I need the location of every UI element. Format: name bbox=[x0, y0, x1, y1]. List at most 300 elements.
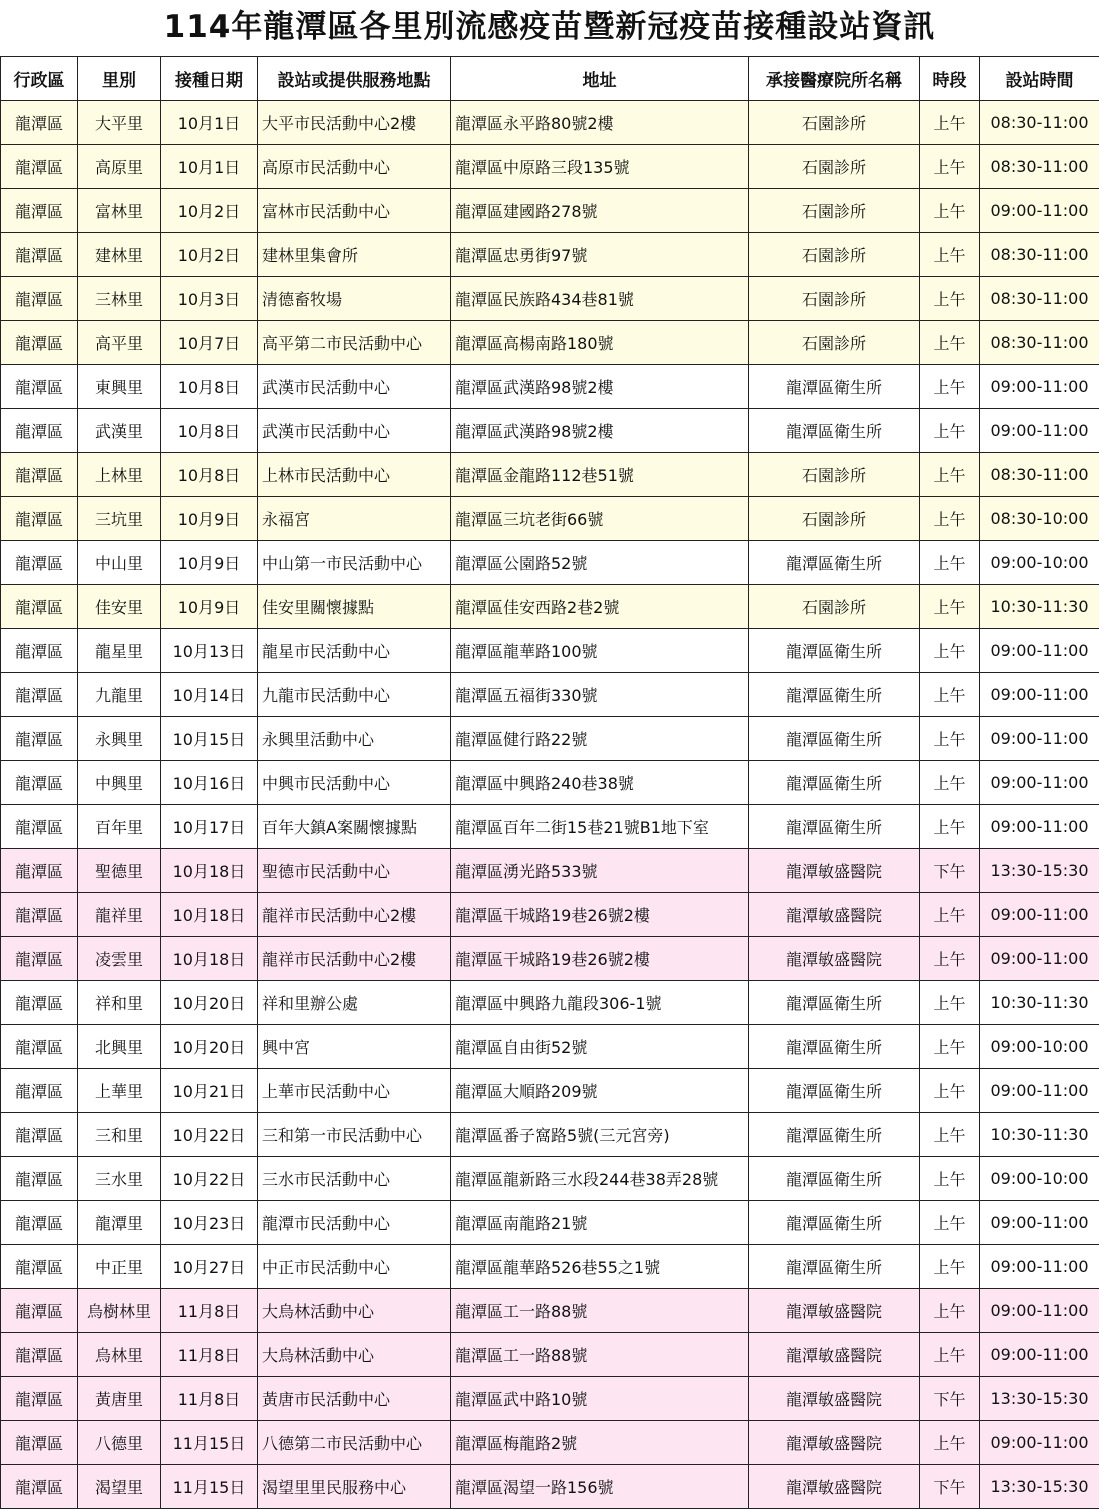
cell-village: 三坑里 bbox=[78, 497, 161, 541]
cell-date: 10月1日 bbox=[161, 145, 258, 189]
header-time: 設站時間 bbox=[980, 57, 1099, 101]
cell-time: 09:00-11:00 bbox=[980, 717, 1099, 761]
cell-period: 上午 bbox=[920, 497, 980, 541]
cell-village: 龍星里 bbox=[78, 629, 161, 673]
cell-clinic: 石園診所 bbox=[749, 233, 920, 277]
table-row bbox=[1, 937, 1099, 981]
cell-village: 高原里 bbox=[78, 145, 161, 189]
cell-clinic: 石園診所 bbox=[749, 101, 920, 145]
cell-village: 烏林里 bbox=[78, 1333, 161, 1377]
cell-clinic: 龍潭區衛生所 bbox=[749, 805, 920, 849]
cell-village: 佳安里 bbox=[78, 585, 161, 629]
cell-date: 10月8日 bbox=[161, 409, 258, 453]
cell-time: 08:30-11:00 bbox=[980, 453, 1099, 497]
cell-date: 11月15日 bbox=[161, 1421, 258, 1465]
cell-date: 10月1日 bbox=[161, 101, 258, 145]
cell-address: 龍潭區忠勇街97號 bbox=[451, 233, 749, 277]
cell-date: 10月9日 bbox=[161, 541, 258, 585]
cell-address: 龍潭區百年二街15巷21號B1地下室 bbox=[451, 805, 749, 849]
table-body bbox=[1, 101, 1099, 1509]
header-clinic: 承接醫療院所名稱 bbox=[749, 57, 920, 101]
cell-village: 三和里 bbox=[78, 1113, 161, 1157]
cell-clinic: 龍潭區衛生所 bbox=[749, 1201, 920, 1245]
cell-district: 龍潭區 bbox=[1, 849, 78, 893]
cell-time: 13:30-15:30 bbox=[980, 1377, 1099, 1421]
cell-address: 龍潭區健行路22號 bbox=[451, 717, 749, 761]
cell-village: 烏樹林里 bbox=[78, 1289, 161, 1333]
cell-clinic: 龍潭區衛生所 bbox=[749, 1245, 920, 1289]
cell-clinic: 龍潭區衛生所 bbox=[749, 761, 920, 805]
cell-site: 大平市民活動中心2樓 bbox=[258, 101, 451, 145]
cell-clinic: 石園診所 bbox=[749, 453, 920, 497]
cell-address: 龍潭區佳安西路2巷2號 bbox=[451, 585, 749, 629]
cell-district: 龍潭區 bbox=[1, 805, 78, 849]
table-row bbox=[1, 1289, 1099, 1333]
cell-time: 13:30-15:30 bbox=[980, 1465, 1099, 1509]
cell-clinic: 石園診所 bbox=[749, 585, 920, 629]
cell-village: 黃唐里 bbox=[78, 1377, 161, 1421]
cell-address: 龍潭區渴望一路156號 bbox=[451, 1465, 749, 1509]
cell-period: 下午 bbox=[920, 1465, 980, 1509]
cell-district: 龍潭區 bbox=[1, 233, 78, 277]
cell-time: 09:00-11:00 bbox=[980, 1069, 1099, 1113]
vaccination-schedule-table bbox=[0, 56, 1099, 1509]
cell-address: 龍潭區武中路10號 bbox=[451, 1377, 749, 1421]
cell-period: 上午 bbox=[920, 1025, 980, 1069]
cell-time: 09:00-11:00 bbox=[980, 1421, 1099, 1465]
cell-clinic: 龍潭敏盛醫院 bbox=[749, 1289, 920, 1333]
cell-date: 10月2日 bbox=[161, 189, 258, 233]
cell-village: 東興里 bbox=[78, 365, 161, 409]
cell-date: 10月15日 bbox=[161, 717, 258, 761]
cell-address: 龍潭區大順路209號 bbox=[451, 1069, 749, 1113]
cell-clinic: 龍潭區衛生所 bbox=[749, 981, 920, 1025]
cell-site: 八德第二市民活動中心 bbox=[258, 1421, 451, 1465]
cell-district: 龍潭區 bbox=[1, 541, 78, 585]
cell-village: 上林里 bbox=[78, 453, 161, 497]
cell-site: 武漢市民活動中心 bbox=[258, 409, 451, 453]
cell-site: 永福宮 bbox=[258, 497, 451, 541]
cell-address: 龍潭區三坑老街66號 bbox=[451, 497, 749, 541]
cell-site: 聖德市民活動中心 bbox=[258, 849, 451, 893]
cell-site: 高平第二市民活動中心 bbox=[258, 321, 451, 365]
cell-site: 百年大鎮A案關懷據點 bbox=[258, 805, 451, 849]
cell-period: 上午 bbox=[920, 1157, 980, 1201]
cell-period: 上午 bbox=[920, 145, 980, 189]
cell-address: 龍潭區中興路九龍段306-1號 bbox=[451, 981, 749, 1025]
cell-site: 中山第一市民活動中心 bbox=[258, 541, 451, 585]
cell-site: 清德畜牧場 bbox=[258, 277, 451, 321]
cell-village: 大平里 bbox=[78, 101, 161, 145]
cell-district: 龍潭區 bbox=[1, 1113, 78, 1157]
cell-clinic: 龍潭區衛生所 bbox=[749, 629, 920, 673]
cell-clinic: 龍潭區衛生所 bbox=[749, 673, 920, 717]
cell-village: 中山里 bbox=[78, 541, 161, 585]
cell-time: 09:00-11:00 bbox=[980, 409, 1099, 453]
cell-address: 龍潭區干城路19巷26號2樓 bbox=[451, 937, 749, 981]
header-address: 地址 bbox=[451, 57, 749, 101]
cell-period: 上午 bbox=[920, 629, 980, 673]
cell-village: 北興里 bbox=[78, 1025, 161, 1069]
cell-village: 龍祥里 bbox=[78, 893, 161, 937]
cell-site: 龍祥市民活動中心2樓 bbox=[258, 937, 451, 981]
cell-time: 08:30-10:00 bbox=[980, 497, 1099, 541]
table-row bbox=[1, 541, 1099, 585]
cell-address: 龍潭區武漢路98號2樓 bbox=[451, 365, 749, 409]
table-row bbox=[1, 1069, 1099, 1113]
cell-period: 上午 bbox=[920, 1289, 980, 1333]
cell-village: 聖德里 bbox=[78, 849, 161, 893]
cell-period: 上午 bbox=[920, 893, 980, 937]
cell-district: 龍潭區 bbox=[1, 365, 78, 409]
cell-date: 10月17日 bbox=[161, 805, 258, 849]
cell-clinic: 龍潭敏盛醫院 bbox=[749, 1421, 920, 1465]
cell-site: 三和第一市民活動中心 bbox=[258, 1113, 451, 1157]
cell-site: 興中宮 bbox=[258, 1025, 451, 1069]
cell-address: 龍潭區永平路80號2樓 bbox=[451, 101, 749, 145]
cell-district: 龍潭區 bbox=[1, 585, 78, 629]
table-header-row bbox=[1, 57, 1099, 101]
cell-district: 龍潭區 bbox=[1, 1377, 78, 1421]
cell-time: 09:00-11:00 bbox=[980, 629, 1099, 673]
cell-time: 09:00-11:00 bbox=[980, 1333, 1099, 1377]
cell-village: 八德里 bbox=[78, 1421, 161, 1465]
cell-period: 上午 bbox=[920, 453, 980, 497]
cell-district: 龍潭區 bbox=[1, 277, 78, 321]
cell-district: 龍潭區 bbox=[1, 893, 78, 937]
cell-address: 龍潭區金龍路112巷51號 bbox=[451, 453, 749, 497]
table-row bbox=[1, 1025, 1099, 1069]
cell-period: 上午 bbox=[920, 805, 980, 849]
cell-site: 高原市民活動中心 bbox=[258, 145, 451, 189]
cell-period: 上午 bbox=[920, 1333, 980, 1377]
cell-clinic: 石園診所 bbox=[749, 321, 920, 365]
header-district: 行政區 bbox=[1, 57, 78, 101]
cell-site: 大烏林活動中心 bbox=[258, 1289, 451, 1333]
cell-address: 龍潭區梅龍路2號 bbox=[451, 1421, 749, 1465]
cell-address: 龍潭區民族路434巷81號 bbox=[451, 277, 749, 321]
cell-district: 龍潭區 bbox=[1, 409, 78, 453]
cell-date: 10月9日 bbox=[161, 585, 258, 629]
cell-time: 08:30-11:00 bbox=[980, 277, 1099, 321]
cell-time: 10:30-11:30 bbox=[980, 585, 1099, 629]
cell-village: 高平里 bbox=[78, 321, 161, 365]
cell-date: 10月22日 bbox=[161, 1113, 258, 1157]
cell-time: 10:30-11:30 bbox=[980, 981, 1099, 1025]
cell-clinic: 龍潭區衛生所 bbox=[749, 365, 920, 409]
cell-period: 上午 bbox=[920, 1113, 980, 1157]
cell-period: 上午 bbox=[920, 673, 980, 717]
table-row bbox=[1, 673, 1099, 717]
cell-village: 三水里 bbox=[78, 1157, 161, 1201]
table-row bbox=[1, 1465, 1099, 1509]
table-row bbox=[1, 277, 1099, 321]
cell-period: 下午 bbox=[920, 1377, 980, 1421]
cell-clinic: 石園診所 bbox=[749, 277, 920, 321]
cell-clinic: 石園診所 bbox=[749, 145, 920, 189]
cell-period: 上午 bbox=[920, 189, 980, 233]
page-title: 114年龍潭區各里別流感疫苗暨新冠疫苗接種設站資訊 bbox=[163, 9, 936, 45]
cell-district: 龍潭區 bbox=[1, 1069, 78, 1113]
cell-village: 凌雲里 bbox=[78, 937, 161, 981]
cell-address: 龍潭區龍新路三水段244巷38弄28號 bbox=[451, 1157, 749, 1201]
cell-clinic: 龍潭區衛生所 bbox=[749, 1025, 920, 1069]
table-row bbox=[1, 1157, 1099, 1201]
cell-date: 10月18日 bbox=[161, 937, 258, 981]
cell-village: 龍潭里 bbox=[78, 1201, 161, 1245]
cell-clinic: 石園診所 bbox=[749, 497, 920, 541]
table-row bbox=[1, 1333, 1099, 1377]
cell-address: 龍潭區工一路88號 bbox=[451, 1333, 749, 1377]
cell-time: 09:00-11:00 bbox=[980, 1245, 1099, 1289]
cell-district: 龍潭區 bbox=[1, 981, 78, 1025]
cell-date: 10月13日 bbox=[161, 629, 258, 673]
cell-address: 龍潭區自由街52號 bbox=[451, 1025, 749, 1069]
cell-district: 龍潭區 bbox=[1, 1465, 78, 1509]
cell-time: 10:30-11:30 bbox=[980, 1113, 1099, 1157]
cell-village: 上華里 bbox=[78, 1069, 161, 1113]
cell-period: 上午 bbox=[920, 541, 980, 585]
cell-date: 10月18日 bbox=[161, 893, 258, 937]
table-row bbox=[1, 453, 1099, 497]
table-row bbox=[1, 981, 1099, 1025]
header-period: 時段 bbox=[920, 57, 980, 101]
cell-period: 上午 bbox=[920, 585, 980, 629]
cell-site: 祥和里辦公處 bbox=[258, 981, 451, 1025]
cell-address: 龍潭區龍華路526巷55之1號 bbox=[451, 1245, 749, 1289]
cell-time: 09:00-11:00 bbox=[980, 1289, 1099, 1333]
cell-date: 10月21日 bbox=[161, 1069, 258, 1113]
cell-date: 11月8日 bbox=[161, 1289, 258, 1333]
cell-village: 永興里 bbox=[78, 717, 161, 761]
cell-address: 龍潭區工一路88號 bbox=[451, 1289, 749, 1333]
table-row bbox=[1, 1377, 1099, 1421]
table-row bbox=[1, 761, 1099, 805]
cell-time: 09:00-11:00 bbox=[980, 893, 1099, 937]
header-site: 設站或提供服務地點 bbox=[258, 57, 451, 101]
cell-date: 10月8日 bbox=[161, 453, 258, 497]
cell-period: 下午 bbox=[920, 849, 980, 893]
cell-district: 龍潭區 bbox=[1, 1289, 78, 1333]
cell-district: 龍潭區 bbox=[1, 145, 78, 189]
cell-site: 大烏林活動中心 bbox=[258, 1333, 451, 1377]
cell-period: 上午 bbox=[920, 1245, 980, 1289]
cell-clinic: 龍潭區衛生所 bbox=[749, 1113, 920, 1157]
cell-address: 龍潭區五福街330號 bbox=[451, 673, 749, 717]
cell-time: 09:00-10:00 bbox=[980, 1157, 1099, 1201]
cell-clinic: 龍潭敏盛醫院 bbox=[749, 893, 920, 937]
cell-address: 龍潭區中興路240巷38號 bbox=[451, 761, 749, 805]
table-row bbox=[1, 717, 1099, 761]
table-row bbox=[1, 893, 1099, 937]
table-row bbox=[1, 1201, 1099, 1245]
cell-site: 龍潭市民活動中心 bbox=[258, 1201, 451, 1245]
cell-period: 上午 bbox=[920, 761, 980, 805]
cell-time: 09:00-11:00 bbox=[980, 937, 1099, 981]
cell-period: 上午 bbox=[920, 1069, 980, 1113]
cell-time: 08:30-11:00 bbox=[980, 145, 1099, 189]
cell-site: 中正市民活動中心 bbox=[258, 1245, 451, 1289]
cell-district: 龍潭區 bbox=[1, 1421, 78, 1465]
cell-address: 龍潭區高楊南路180號 bbox=[451, 321, 749, 365]
cell-district: 龍潭區 bbox=[1, 937, 78, 981]
cell-village: 武漢里 bbox=[78, 409, 161, 453]
cell-site: 上林市民活動中心 bbox=[258, 453, 451, 497]
cell-clinic: 龍潭敏盛醫院 bbox=[749, 1465, 920, 1509]
cell-district: 龍潭區 bbox=[1, 673, 78, 717]
cell-site: 三水市民活動中心 bbox=[258, 1157, 451, 1201]
cell-date: 10月2日 bbox=[161, 233, 258, 277]
cell-time: 09:00-11:00 bbox=[980, 189, 1099, 233]
cell-village: 九龍里 bbox=[78, 673, 161, 717]
cell-village: 中正里 bbox=[78, 1245, 161, 1289]
cell-time: 08:30-11:00 bbox=[980, 321, 1099, 365]
cell-date: 11月15日 bbox=[161, 1465, 258, 1509]
cell-site: 九龍市民活動中心 bbox=[258, 673, 451, 717]
cell-date: 11月8日 bbox=[161, 1333, 258, 1377]
cell-site: 建林里集會所 bbox=[258, 233, 451, 277]
cell-clinic: 石園診所 bbox=[749, 189, 920, 233]
cell-site: 中興市民活動中心 bbox=[258, 761, 451, 805]
cell-district: 龍潭區 bbox=[1, 761, 78, 805]
cell-date: 10月14日 bbox=[161, 673, 258, 717]
cell-district: 龍潭區 bbox=[1, 1245, 78, 1289]
cell-address: 龍潭區干城路19巷26號2樓 bbox=[451, 893, 749, 937]
cell-time: 13:30-15:30 bbox=[980, 849, 1099, 893]
cell-village: 百年里 bbox=[78, 805, 161, 849]
cell-site: 渴望里里民服務中心 bbox=[258, 1465, 451, 1509]
cell-address: 龍潭區龍華路100號 bbox=[451, 629, 749, 673]
cell-village: 中興里 bbox=[78, 761, 161, 805]
cell-time: 09:00-11:00 bbox=[980, 365, 1099, 409]
cell-clinic: 龍潭區衛生所 bbox=[749, 1157, 920, 1201]
cell-period: 上午 bbox=[920, 277, 980, 321]
table-row bbox=[1, 805, 1099, 849]
table-row bbox=[1, 101, 1099, 145]
cell-district: 龍潭區 bbox=[1, 1025, 78, 1069]
cell-date: 10月7日 bbox=[161, 321, 258, 365]
cell-period: 上午 bbox=[920, 1421, 980, 1465]
table-row bbox=[1, 1113, 1099, 1157]
cell-address: 龍潭區番子窩路5號(三元宮旁) bbox=[451, 1113, 749, 1157]
cell-date: 10月23日 bbox=[161, 1201, 258, 1245]
cell-clinic: 龍潭敏盛醫院 bbox=[749, 849, 920, 893]
cell-date: 10月22日 bbox=[161, 1157, 258, 1201]
cell-time: 09:00-10:00 bbox=[980, 1025, 1099, 1069]
cell-date: 10月27日 bbox=[161, 1245, 258, 1289]
cell-time: 09:00-11:00 bbox=[980, 1201, 1099, 1245]
cell-site: 富林市民活動中心 bbox=[258, 189, 451, 233]
cell-period: 上午 bbox=[920, 717, 980, 761]
cell-date: 10月18日 bbox=[161, 849, 258, 893]
cell-address: 龍潭區武漢路98號2樓 bbox=[451, 409, 749, 453]
cell-clinic: 龍潭區衛生所 bbox=[749, 1069, 920, 1113]
cell-period: 上午 bbox=[920, 321, 980, 365]
cell-clinic: 龍潭區衛生所 bbox=[749, 409, 920, 453]
cell-site: 龍星市民活動中心 bbox=[258, 629, 451, 673]
cell-address: 龍潭區湧光路533號 bbox=[451, 849, 749, 893]
cell-time: 08:30-11:00 bbox=[980, 233, 1099, 277]
cell-date: 10月9日 bbox=[161, 497, 258, 541]
cell-district: 龍潭區 bbox=[1, 629, 78, 673]
table-row bbox=[1, 629, 1099, 673]
cell-date: 10月8日 bbox=[161, 365, 258, 409]
table-row bbox=[1, 189, 1099, 233]
cell-date: 10月3日 bbox=[161, 277, 258, 321]
table-row bbox=[1, 1245, 1099, 1289]
table-row bbox=[1, 585, 1099, 629]
cell-site: 永興里活動中心 bbox=[258, 717, 451, 761]
cell-time: 09:00-11:00 bbox=[980, 761, 1099, 805]
cell-period: 上午 bbox=[920, 365, 980, 409]
cell-period: 上午 bbox=[920, 937, 980, 981]
cell-period: 上午 bbox=[920, 1201, 980, 1245]
cell-period: 上午 bbox=[920, 981, 980, 1025]
cell-period: 上午 bbox=[920, 101, 980, 145]
cell-time: 09:00-11:00 bbox=[980, 673, 1099, 717]
table-row bbox=[1, 497, 1099, 541]
cell-date: 10月20日 bbox=[161, 1025, 258, 1069]
cell-clinic: 龍潭敏盛醫院 bbox=[749, 937, 920, 981]
cell-site: 上華市民活動中心 bbox=[258, 1069, 451, 1113]
header-village: 里別 bbox=[78, 57, 161, 101]
cell-site: 龍祥市民活動中心2樓 bbox=[258, 893, 451, 937]
cell-village: 富林里 bbox=[78, 189, 161, 233]
table-row bbox=[1, 145, 1099, 189]
table-row bbox=[1, 409, 1099, 453]
cell-village: 三林里 bbox=[78, 277, 161, 321]
cell-time: 09:00-11:00 bbox=[980, 805, 1099, 849]
cell-period: 上午 bbox=[920, 233, 980, 277]
cell-site: 佳安里關懷據點 bbox=[258, 585, 451, 629]
cell-district: 龍潭區 bbox=[1, 1157, 78, 1201]
cell-site: 黃唐市民活動中心 bbox=[258, 1377, 451, 1421]
table-row bbox=[1, 849, 1099, 893]
cell-village: 建林里 bbox=[78, 233, 161, 277]
cell-district: 龍潭區 bbox=[1, 497, 78, 541]
cell-clinic: 龍潭區衛生所 bbox=[749, 717, 920, 761]
cell-district: 龍潭區 bbox=[1, 1201, 78, 1245]
cell-district: 龍潭區 bbox=[1, 321, 78, 365]
table-row bbox=[1, 365, 1099, 409]
table-row bbox=[1, 321, 1099, 365]
cell-district: 龍潭區 bbox=[1, 717, 78, 761]
cell-site: 武漢市民活動中心 bbox=[258, 365, 451, 409]
cell-date: 11月8日 bbox=[161, 1377, 258, 1421]
cell-time: 08:30-11:00 bbox=[980, 101, 1099, 145]
cell-village: 渴望里 bbox=[78, 1465, 161, 1509]
header-date: 接種日期 bbox=[161, 57, 258, 101]
cell-date: 10月20日 bbox=[161, 981, 258, 1025]
cell-address: 龍潭區公園路52號 bbox=[451, 541, 749, 585]
table-row bbox=[1, 233, 1099, 277]
cell-address: 龍潭區南龍路21號 bbox=[451, 1201, 749, 1245]
cell-district: 龍潭區 bbox=[1, 453, 78, 497]
cell-district: 龍潭區 bbox=[1, 1333, 78, 1377]
cell-village: 祥和里 bbox=[78, 981, 161, 1025]
cell-clinic: 龍潭敏盛醫院 bbox=[749, 1377, 920, 1421]
table-row bbox=[1, 1421, 1099, 1465]
cell-clinic: 龍潭區衛生所 bbox=[749, 541, 920, 585]
cell-address: 龍潭區建國路278號 bbox=[451, 189, 749, 233]
cell-address: 龍潭區中原路三段135號 bbox=[451, 145, 749, 189]
cell-time: 09:00-10:00 bbox=[980, 541, 1099, 585]
cell-clinic: 龍潭敏盛醫院 bbox=[749, 1333, 920, 1377]
cell-district: 龍潭區 bbox=[1, 189, 78, 233]
cell-district: 龍潭區 bbox=[1, 101, 78, 145]
cell-period: 上午 bbox=[920, 409, 980, 453]
cell-date: 10月16日 bbox=[161, 761, 258, 805]
